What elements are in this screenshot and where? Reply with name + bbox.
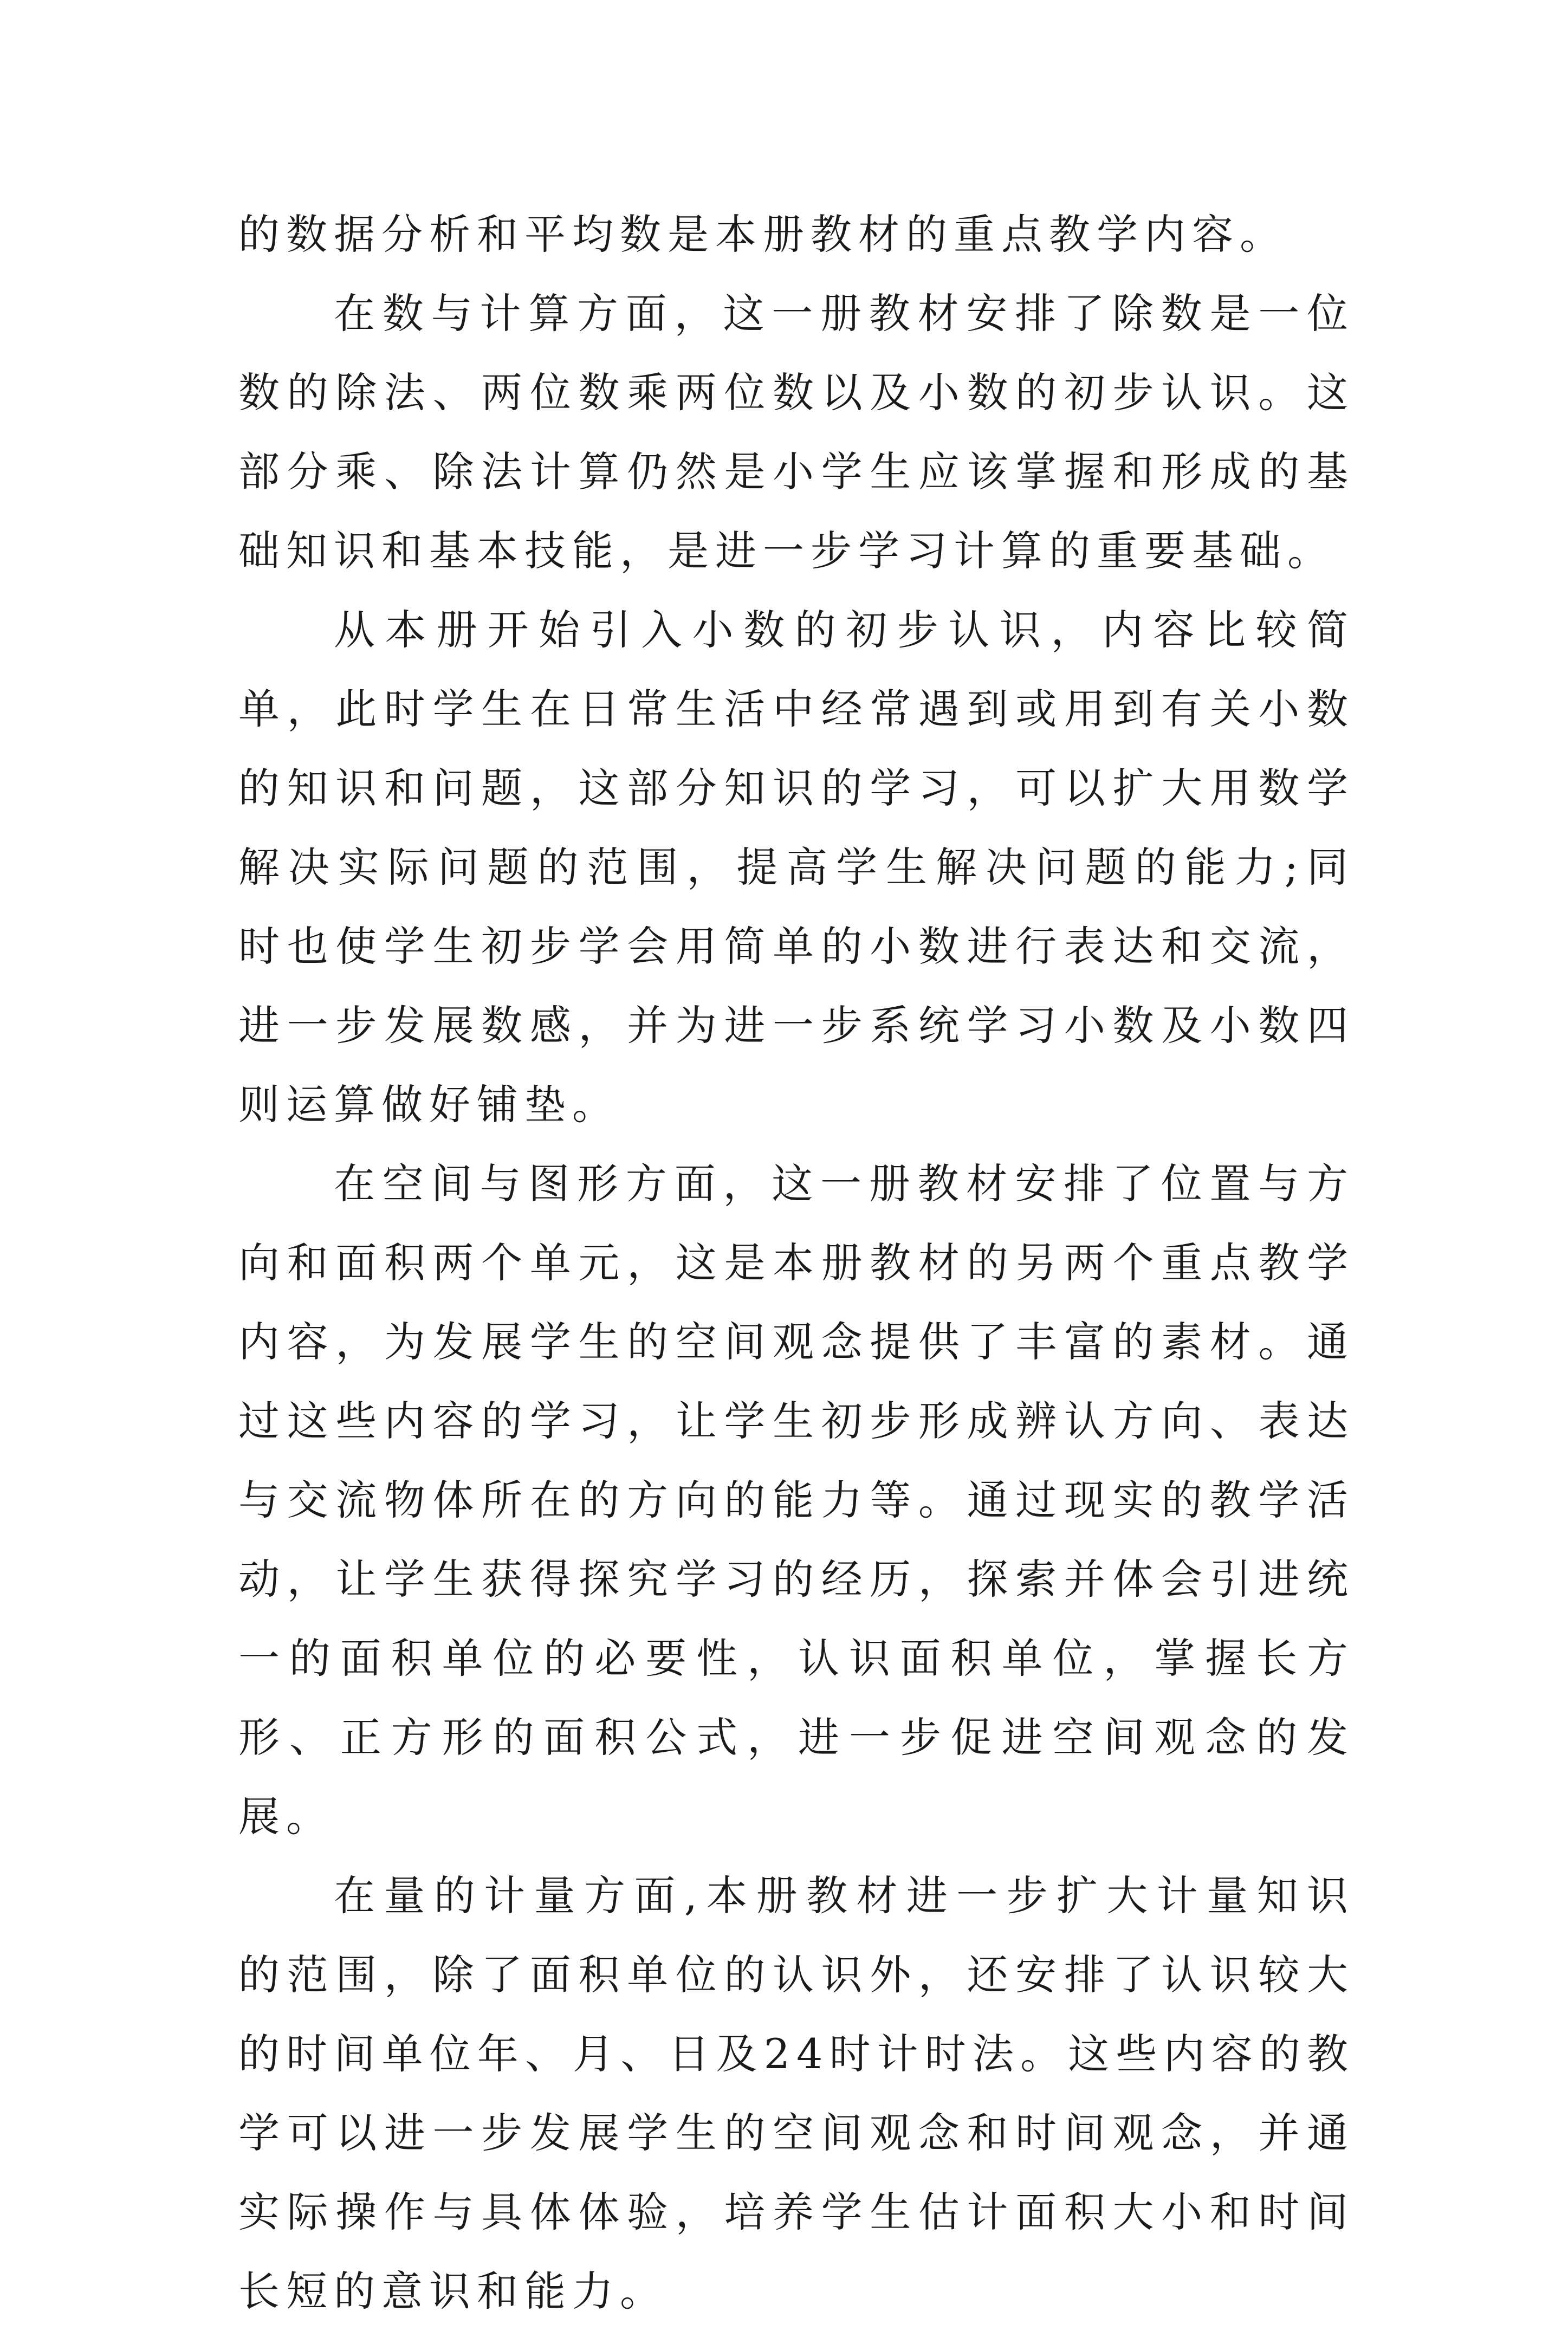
paragraph-measurement: 在量的计量方面,本册教材进一步扩大计量知识的范围，除了面积单位的认识外，还安排了认识较大的时间单位年、月、日及24时计时法。这些内容的教学可以进一步发展学生的空间观念和时间观念，并通实际操作与具体体验，培养学生估计面积大小和时间长短的意识和能力。 [238,1872,1355,2315]
paragraph-space-and-shape: 在空间与图形方面，这一册教材安排了位置与方向和面积两个单元，这是本册教材的另两个重点教学内容，为发展学生的空间观念提供了丰富的素材。通过这些内容的学习，让学生初步形成辨认方向、表达与交流物体所在的方向的能力等。通过现实的教学活动，让学生获得探究学习的经历，探索并体会引进统一的面积单位的必要性，认识面积单位，掌握长方形、正方形的面积公式，进一步促进空间观念的发展。 [238,1160,1355,1841]
paragraph-continuation: 的数据分析和平均数是本册教材的重点教学内容。 [238,210,1287,258]
document-body [238,195,1355,2331]
paragraph-calculation: 在数与计算方面，这一册教材安排了除数是一位数的除法、两位数乘两位数以及小数的初步认识。这部分乘、除法计算仍然是小学生应该掌握和形成的基础知识和基本技能，是进一步学习计算的重要基础。 [238,289,1355,575]
paragraph-decimals: 从本册开始引入小数的初步认识，内容比较简单，此时学生在日常生活中经常遇到或用到有关小数的知识和问题，这部分知识的学习，可以扩大用数学解决实际问题的范围，提高学生解决问题的能力;同时也使学生初步学会用简单的小数进行表达和交流，进一步发展数感，并为进一步系统学习小数及小数四则运算做好铺垫。 [238,606,1355,1129]
